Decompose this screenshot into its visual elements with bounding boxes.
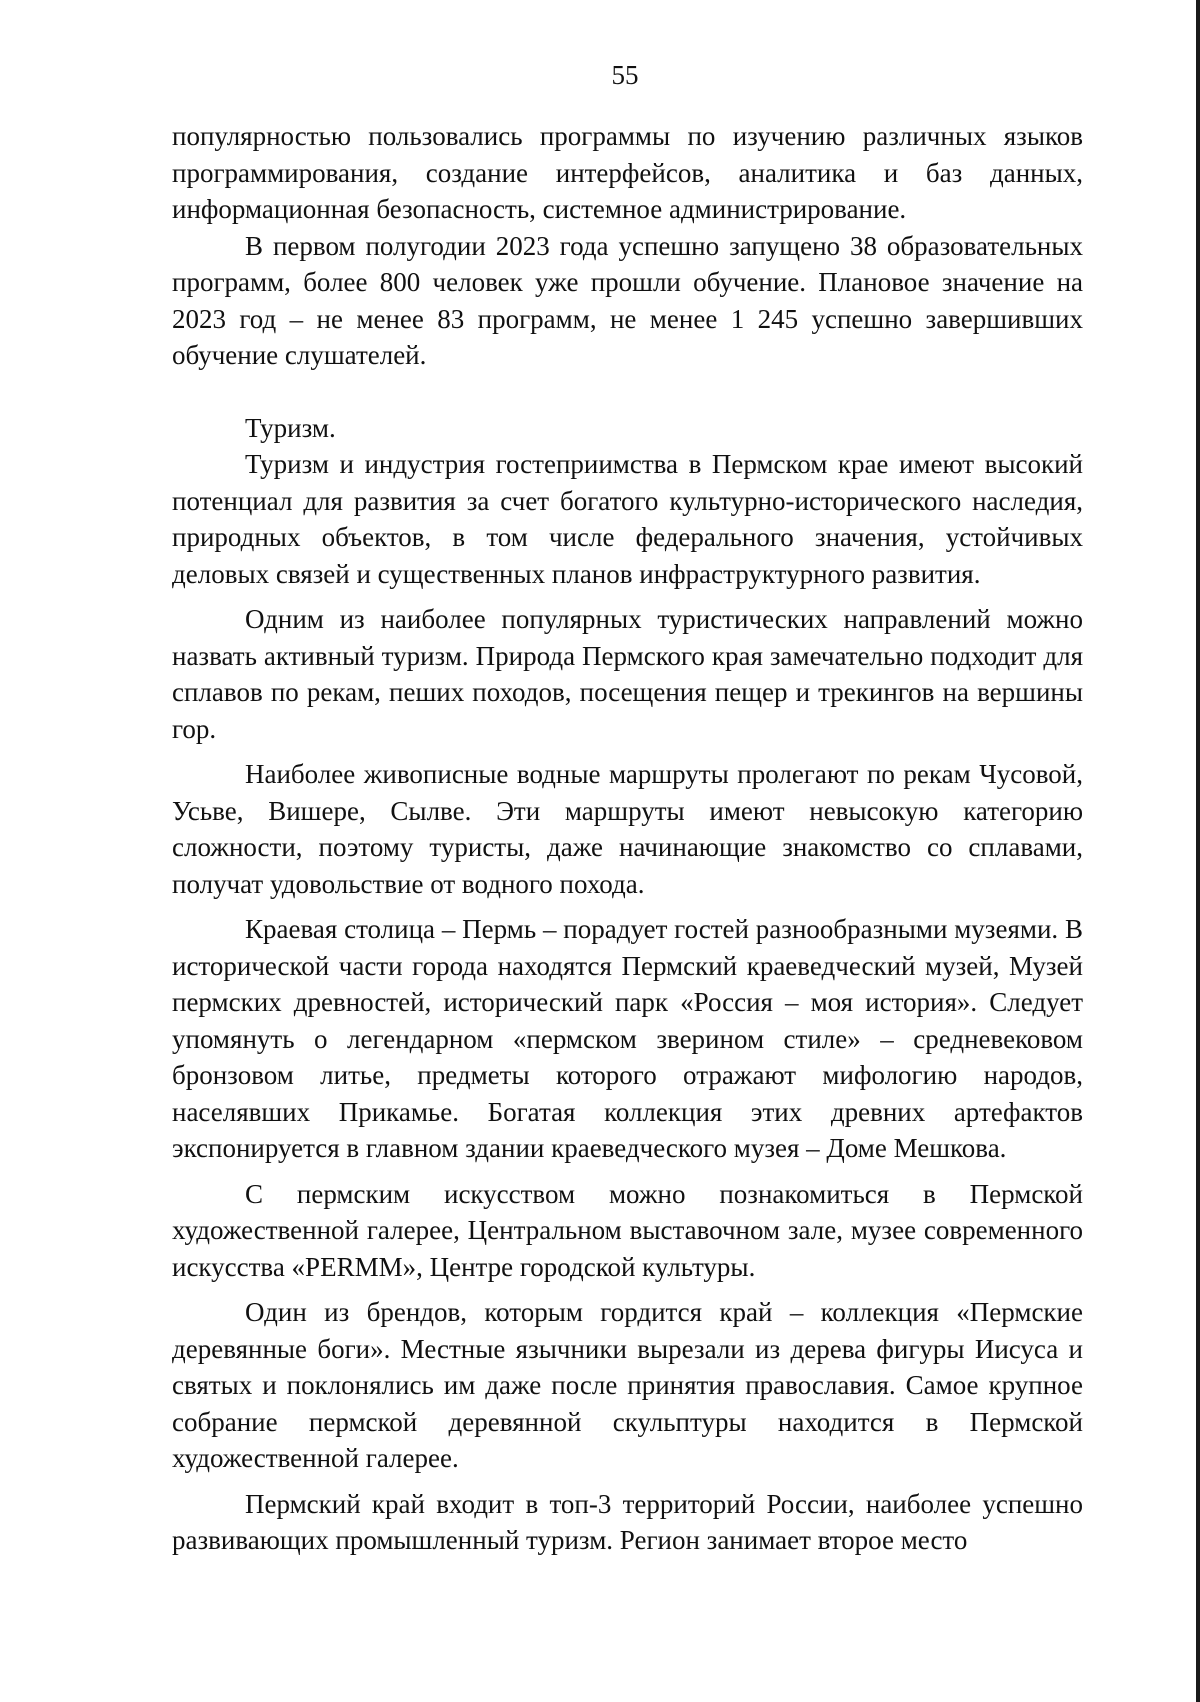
- paragraph-education-stats: В первом полугодии 2023 года успешно запущено 38 образовательных программ, более 800 человек уже прошли обучение. Плановое значение на 2023 год – не менее 83 программ, не менее 1 245 успешно завершивших обучение слушателей.: [172, 230, 1083, 370]
- section-heading-tourism: Туризм.: [245, 412, 336, 443]
- paragraph-active-tourism: Одним из наиболее популярных туристических направлений можно назвать активный туризм. Природа Пермского края замечательно подходит для сплавов по рекам, пеших походов, посещения пещер и трекингов на вершины гор.: [172, 604, 1083, 744]
- page-number: 55: [611, 60, 639, 90]
- paragraph-perm-museums: Краевая столица – Пермь – порадует гостей разнообразными музеями. В исторической части города находятся Пермский краеведческий музей, Музей пермских древностей, исторический парк «Россия – моя история». Следует упомянуть о легендарном «пермском зверином стиле» – средневековом бронзовом литье, предметы которого отражают мифологию народов, населявших Прикамье. Богатая коллекция этих древних артефактов экспонируется в главном здании краеведческого музея – Доме Мешкова.: [172, 914, 1083, 1163]
- scan-border: [1196, 0, 1200, 1702]
- document-body: [172, 118, 1083, 1559]
- paragraph-water-routes: Наиболее живописные водные маршруты пролегают по рекам Чусовой, Усьве, Вишере, Сылве. Эти маршруты имеют невысокую категорию сложности, поэтому туристы, даже начинающие знакомство со сплавами, получат удовольствие от водного похода.: [172, 759, 1083, 899]
- paragraph-continuation: популярностью пользовались программы по изучению различных языков программирования, создание интерфейсов, аналитика и баз данных, информационная безопасность, системное администрирование.: [172, 121, 1083, 224]
- paragraph-industrial-tourism: Пермский край входит в топ-3 территорий России, наиболее успешно развивающих промышленный туризм. Регион занимает второе место: [172, 1488, 1083, 1555]
- paragraph-tourism-potential: Туризм и индустрия гостеприимства в Пермском крае имеют высокий потенциал для развития за счет богатого культурно-исторического наследия, природных объектов, в том числе федерального значения, устойчивых деловых связей и существенных планов инфраструктурного развития.: [172, 449, 1083, 589]
- paragraph-wooden-gods: Один из брендов, которым гордится край – коллекция «Пермские деревянные боги». Местные язычники вырезали из дерева фигуры Иисуса и святых и поклонялись им даже после принятия православия. Самое крупное собрание пермской деревянной скульптуры находится в Пермской художественной галерее.: [172, 1297, 1083, 1473]
- paragraph-perm-art: С пермским искусством можно познакомиться в Пермской художественной галерее, Центральном выставочном зале, музее современного искусства «PERMM», Центре городской культуры.: [172, 1178, 1083, 1282]
